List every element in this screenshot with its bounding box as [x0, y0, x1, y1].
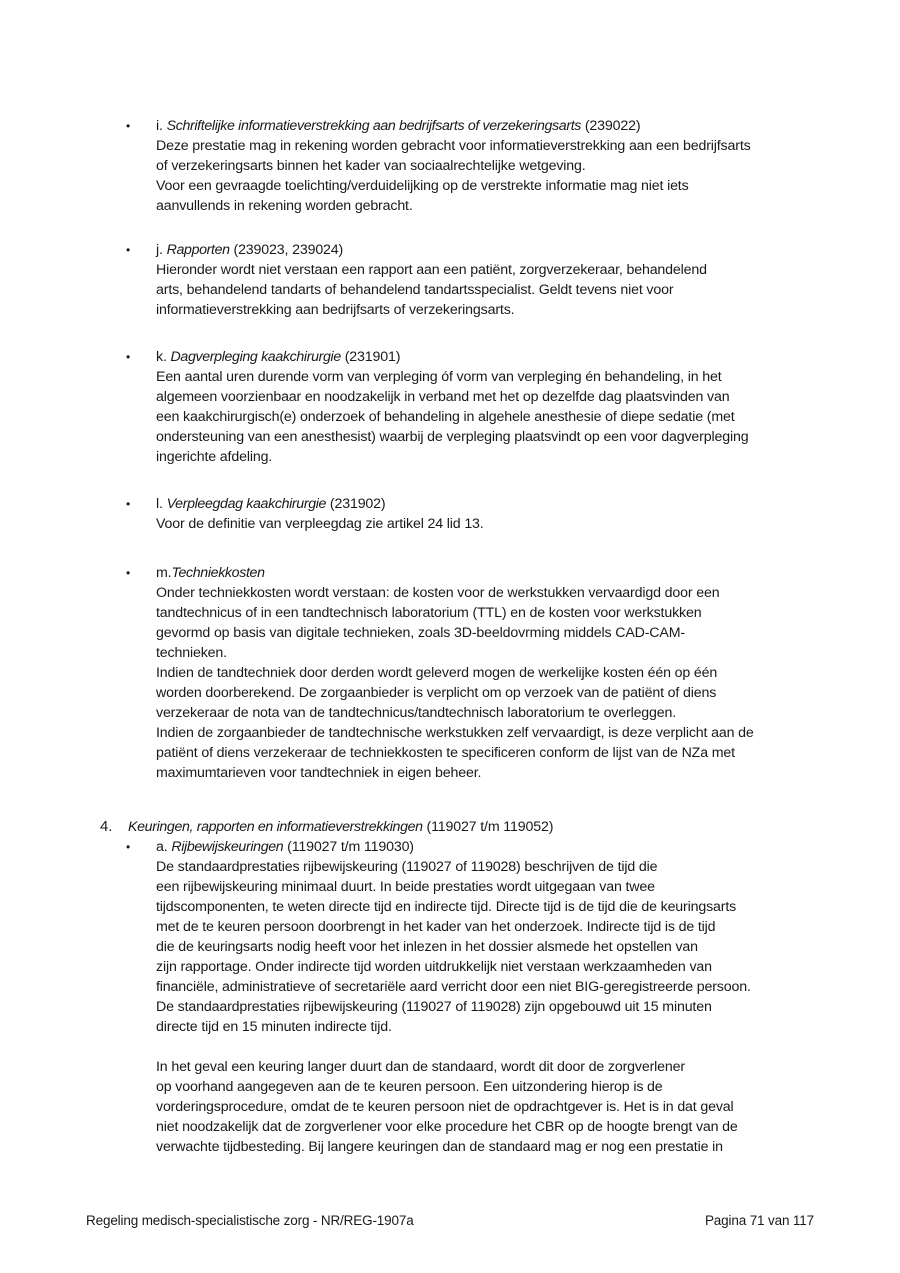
text-line: worden doorberekend. De zorgaanbieder is verplicht om op verzoek van de patiënt of diens: [156, 685, 717, 701]
text-line: die de keuringsarts nodig heeft voor het inlezen in het dossier alsmede het opstellen van: [156, 939, 698, 955]
text-line: tijdscomponenten, te weten directe tijd en indirecte tijd. Directe tijd is de tijd die de keuringsarts: [156, 899, 737, 915]
item-title: Rapporten: [166, 242, 230, 258]
bullet-icon: •: [126, 243, 131, 257]
text-line: vorderingsprocedure, omdat de te keuren persoon niet de opdrachtgever is. Het is in dat geval: [156, 1099, 734, 1115]
list-item-a: [126, 837, 826, 1157]
bullet-icon: •: [126, 840, 131, 854]
text-line: gevormd op basis van digitale technieken, zoals 3D-beeldovrming middels CAD-CAM-: [156, 625, 685, 641]
text-line: informatieverstrekking aan bedrijfsarts of verzekeringsarts.: [156, 302, 515, 318]
text-line: financiële, administratieve of secretariële aard verricht door een niet BIG-geregistreerde persoon.: [156, 979, 751, 995]
list-item-m: [126, 563, 826, 783]
item-title: Schriftelijke informatieverstrekking aan bedrijfsarts of verzekeringsarts: [166, 118, 582, 134]
item-title: Rijbewijskeuringen: [171, 839, 284, 855]
text-line: of verzekeringsarts binnen het kader van sociaalrechtelijke wetgeving.: [156, 158, 586, 174]
text-line: een rijbewijskeuring minimaal duurt. In beide prestaties wordt uitgegaan van twee: [156, 879, 655, 895]
text-line: niet noodzakelijk dat de zorgverlener voor elke procedure het CBR op de hoogte brengt van de: [156, 1119, 738, 1135]
text-line: Deze prestatie mag in rekening worden gebracht voor informatieverstrekking aan een bedrijfsarts: [156, 138, 751, 154]
text-line: technieken.: [156, 645, 227, 661]
item-title: Verpleegdag kaakchirurgie: [166, 496, 327, 512]
list-item-k: [126, 347, 826, 467]
paragraph-gap: [156, 1037, 826, 1057]
item-heading: i. Schriftelijke informatieverstrekking aan bedrijfsarts of verzekeringsarts (239022): [156, 118, 641, 134]
text-line: tandtechnicus of in een tandtechnisch laboratorium (TTL) en de kosten voor werkstukken: [156, 605, 702, 621]
item-heading: j. Rapporten (239023, 239024): [156, 242, 344, 258]
item-code: (239023, 239024): [229, 242, 344, 258]
bullet-icon: •: [126, 350, 131, 364]
text-line: arts, behandelend tandarts of behandelend tandartsspecialist. Geldt tevens niet voor: [156, 282, 674, 298]
text-line: aanvullends in rekening worden gebracht.: [156, 198, 413, 214]
list-item-l: [126, 494, 826, 534]
footer-document-title: Regeling medisch-specialistische zorg - NR/REG-1907a: [86, 1213, 414, 1228]
footer-page-number: Pagina 71 van 117: [704, 1213, 814, 1228]
item-heading: k. Dagverpleging kaakchirurgie (231901): [156, 349, 401, 365]
text-line: In het geval een keuring langer duurt dan de standaard, wordt dit door de zorgverlener: [156, 1059, 685, 1075]
text-line: verwachte tijdbesteding. Bij langere keuringen dan de standaard mag er nog een prestatie in: [156, 1139, 723, 1155]
text-line: een kaakchirurgisch(e) onderzoek of behandeling in algehele anesthesie of diepe sedatie (met: [156, 409, 735, 425]
list-item-i: [126, 116, 826, 216]
text-line: algemeen voorzienbaar en noodzakelijk in verband met het op dezelfde dag plaatsvinden van: [156, 389, 730, 405]
text-line: maximumtarieven voor tandtechniek in eigen beheer.: [156, 765, 482, 781]
text-line: Een aantal uren durende vorm van verpleging óf vorm van verpleging én behandeling, in het: [156, 369, 722, 385]
text-line: Voor de definitie van verpleegdag zie artikel 24 lid 13.: [156, 516, 484, 532]
item-code: (119027 t/m 119030): [283, 839, 414, 855]
text-line: met de te keuren persoon doorbrengt in het kader van het onderzoek. Indirecte tijd is de tijd: [156, 919, 716, 935]
item-code: (239022): [581, 118, 641, 134]
section-4-heading: [100, 817, 830, 837]
section-title: Keuringen, rapporten en informatieverstrekkingen: [128, 819, 423, 835]
bullet-icon: •: [126, 119, 131, 133]
list-item-j: [126, 240, 826, 320]
item-heading: l. Verpleegdag kaakchirurgie (231902): [156, 496, 386, 512]
text-line: verzekeraar de nota van de tandtechnicus/tandtechnisch laboratorium te overleggen.: [156, 705, 677, 721]
bullet-icon: •: [126, 566, 131, 580]
text-line: directe tijd en 15 minuten indirecte tijd.: [156, 1019, 392, 1035]
text-line: ondersteuning van een anesthesist) waarbij de verpleging plaatsvindt op een voor dagverpleging: [156, 429, 749, 445]
text-line: Onder techniekkosten wordt verstaan: de kosten voor de werkstukken vervaardigd door een: [156, 585, 720, 601]
text-line: Indien de zorgaanbieder de tandtechnische werkstukken zelf vervaardigt, is deze verplicht aan de: [156, 725, 754, 741]
item-title: Dagverpleging kaakchirurgie: [170, 349, 341, 365]
section-code: (119027 t/m 119052): [422, 819, 554, 835]
item-title: Techniekkosten: [171, 565, 265, 581]
text-line: Voor een gevraagde toelichting/verduidelijking op de verstrekte informatie mag niet iets: [156, 178, 689, 194]
text-line: patiënt of diens verzekeraar de techniekkosten te specificeren conform de lijst van de NZa met: [156, 745, 735, 761]
item-code: (231902): [326, 496, 386, 512]
item-heading: m.Techniekkosten: [156, 565, 265, 581]
text-line: op voorhand aangegeven aan de te keuren persoon. Een uitzondering hierop is de: [156, 1079, 663, 1095]
item-heading: a. Rijbewijskeuringen (119027 t/m 119030): [156, 839, 414, 855]
text-line: zijn rapportage. Onder indirecte tijd worden uitdrukkelijk niet verstaan werkzaamheden van: [156, 959, 712, 975]
text-line: Hieronder wordt niet verstaan een rapport aan een patiënt, zorgverzekeraar, behandelend: [156, 262, 707, 278]
text-line: ingerichte afdeling.: [156, 449, 273, 465]
item-code: (231901): [340, 349, 401, 365]
section-number: 4.: [100, 818, 113, 835]
bullet-icon: •: [126, 497, 131, 511]
text-line: De standaardprestaties rijbewijskeuring (119027 of 119028) zijn opgebouwd uit 15 minuten: [156, 999, 712, 1015]
text-line: Indien de tandtechniek door derden wordt geleverd mogen de werkelijke kosten één op één: [156, 665, 718, 681]
text-line: De standaardprestaties rijbewijskeuring (119027 of 119028) beschrijven de tijd die: [156, 859, 658, 875]
